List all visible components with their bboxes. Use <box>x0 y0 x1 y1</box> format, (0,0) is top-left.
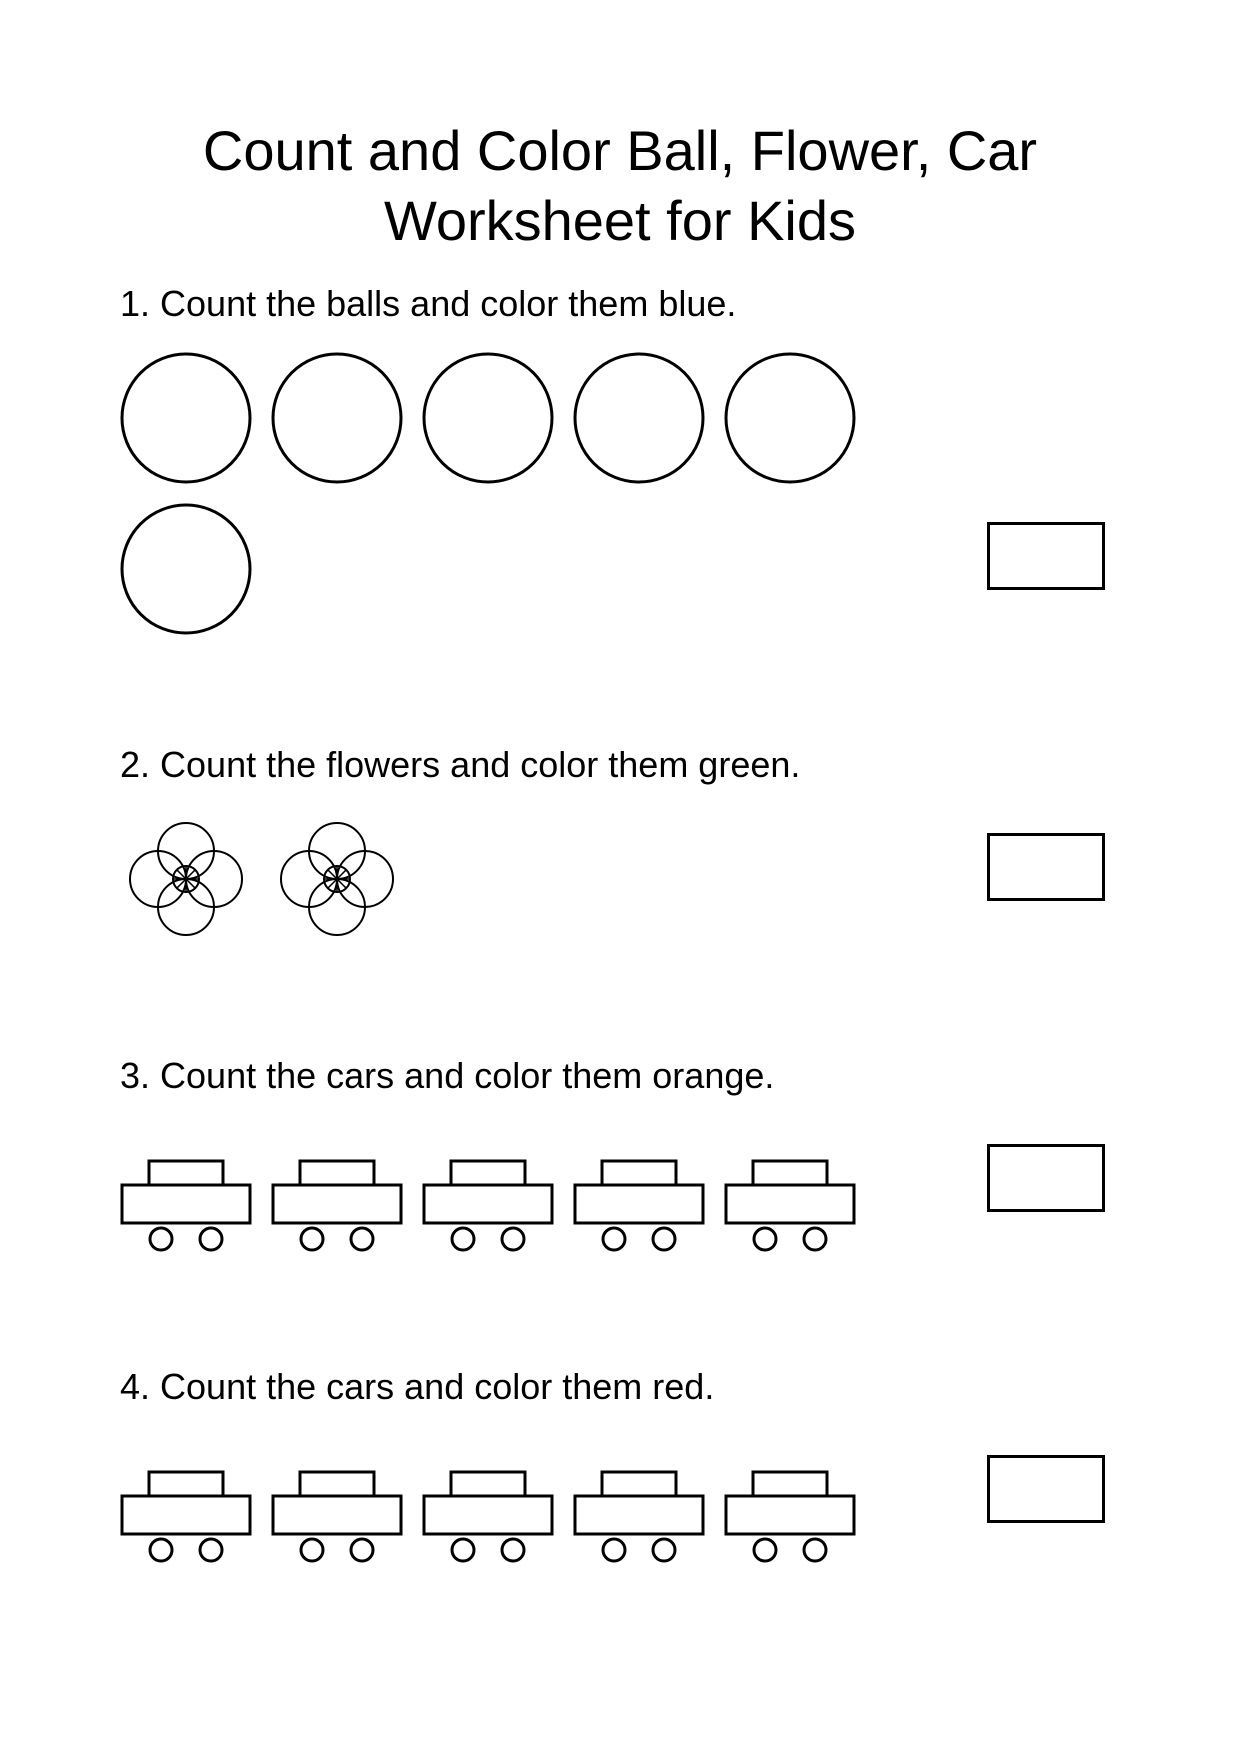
cars-group-orange <box>122 1161 854 1250</box>
car-icon[interactable] <box>575 1472 703 1561</box>
flower-icon[interactable] <box>130 823 242 935</box>
car-icon[interactable] <box>122 1161 250 1250</box>
car-icon[interactable] <box>122 1472 250 1561</box>
car-icon[interactable] <box>273 1472 401 1561</box>
question-2-text: 2. Count the flowers and color them green. <box>120 744 801 785</box>
title-line-1: Count and Color Ball, Flower, Car <box>202 118 1038 182</box>
ball-icon[interactable] <box>273 354 401 482</box>
car-icon[interactable] <box>273 1161 401 1250</box>
balls-group <box>122 354 854 633</box>
ball-icon[interactable] <box>424 354 552 482</box>
question-1-text: 1. Count the balls and color them blue. <box>120 283 737 324</box>
car-icon[interactable] <box>424 1161 552 1250</box>
ball-icon[interactable] <box>122 354 250 482</box>
question-4-text: 4. Count the cars and color them red. <box>120 1366 715 1407</box>
car-icon[interactable] <box>726 1472 854 1561</box>
title-line-2: Worksheet for Kids <box>383 188 857 252</box>
cars-group-red <box>122 1472 854 1561</box>
car-icon[interactable] <box>424 1472 552 1561</box>
ball-icon[interactable] <box>726 354 854 482</box>
car-icon[interactable] <box>726 1161 854 1250</box>
flowers-group <box>130 823 393 935</box>
ball-icon[interactable] <box>575 354 703 482</box>
car-icon[interactable] <box>575 1161 703 1250</box>
question-3-text: 3. Count the cars and color them orange. <box>120 1055 775 1096</box>
flower-icon[interactable] <box>281 823 393 935</box>
ball-icon[interactable] <box>122 505 250 633</box>
